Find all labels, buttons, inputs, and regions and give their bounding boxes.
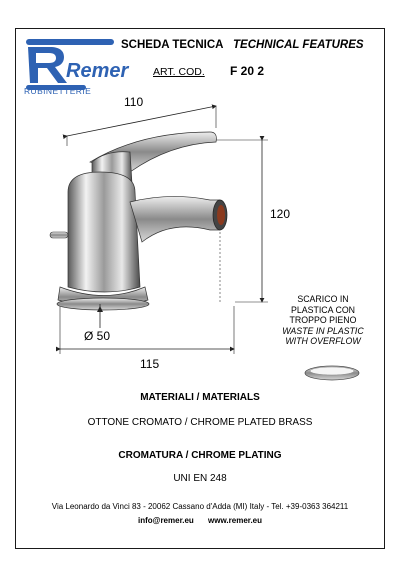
faucet-illustration: [50, 132, 227, 310]
materials-title: MATERIALI / MATERIALS: [140, 392, 260, 403]
waste-line-5: WITH OVERFLOW: [285, 336, 361, 346]
dimension-diameter-label: Ø 50: [84, 329, 111, 343]
plating-title: CROMATURA / CHROME PLATING: [118, 450, 282, 461]
brand-subtitle: RUBINETTERIE: [24, 86, 92, 96]
email-link[interactable]: info@remer.eu: [137, 516, 194, 525]
article-code-label: ART. COD.: [153, 66, 205, 78]
materials-value: OTTONE CROMATO / CHROME PLATED BRASS: [87, 417, 313, 428]
waste-line-4: WASTE IN PLASTIC: [282, 325, 364, 336]
dimension-base-length-label: 115: [140, 357, 160, 371]
plating-value: UNI EN 248: [173, 473, 227, 484]
brand-name: Remer: [66, 60, 129, 82]
waste-line-2: PLASTICA CON: [290, 304, 356, 315]
title-italian: SCHEDA TECNICA: [121, 39, 224, 51]
dimension-top-width-label: 110: [124, 95, 144, 109]
website-link[interactable]: www.remer.eu: [208, 516, 262, 525]
faucet-technical-drawing: [20, 92, 390, 392]
title-english: TECHNICAL FEATURES: [233, 39, 364, 51]
waste-plug-illustration: [305, 366, 359, 380]
waste-line-1: SCARICO IN: [297, 294, 349, 304]
waste-description: [268, 294, 378, 347]
dimension-height-label: 120: [270, 207, 291, 221]
article-code-value: F 20 2: [230, 64, 265, 78]
waste-line-3: TROPPO PIENO: [289, 315, 357, 325]
company-contacts: [15, 516, 385, 525]
company-address: Via Leonardo da Vinci 83 - 20062 Cassano d'Adda (MI) Italy - Tel. +39-0363 364211: [51, 502, 349, 511]
